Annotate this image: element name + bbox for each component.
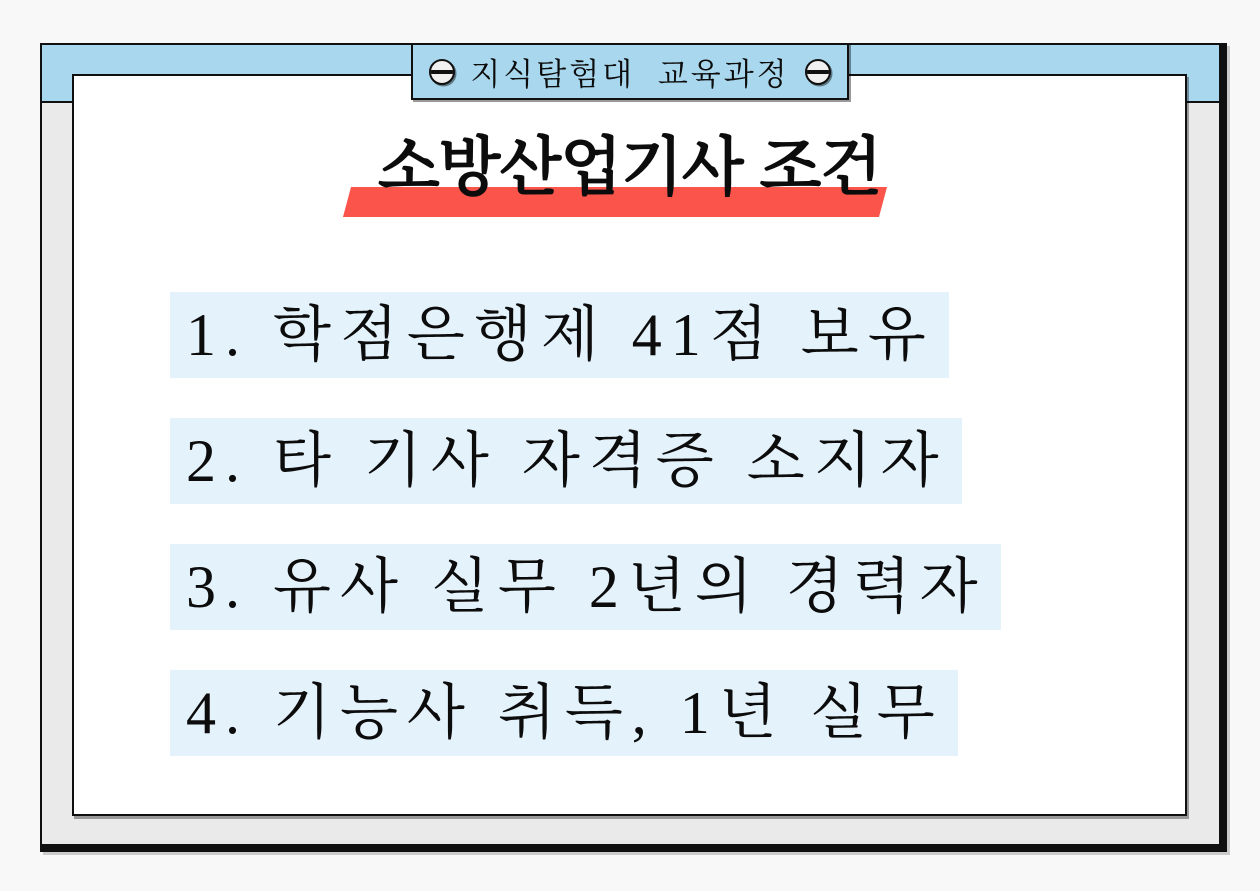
list-item [170, 670, 958, 756]
screw-slot [429, 70, 455, 74]
list-item-label: 3. 유사 실무 2년의 경력자 [186, 554, 987, 620]
list-item [170, 292, 949, 378]
content-card [72, 74, 1187, 816]
screw-slot [805, 70, 831, 74]
clipboard-frame [40, 43, 1227, 852]
list-item-label: 4. 기능사 취득, 1년 실무 [186, 680, 944, 746]
list-item [170, 544, 1001, 630]
list-item-label: 2. 타 기사 자격증 소지자 [186, 428, 948, 494]
condition-list [170, 292, 1001, 796]
screw-icon [805, 59, 831, 85]
screw-icon [429, 59, 455, 85]
page-title: 소방산업기사 조건 [377, 131, 882, 203]
list-item-label: 1. 학점은행제 41점 보유 [186, 302, 935, 368]
header-tab [411, 43, 849, 100]
list-item [170, 418, 962, 504]
header-tab-label: 지식탐험대 교육과정 [470, 57, 790, 92]
title-block [74, 130, 1185, 204]
